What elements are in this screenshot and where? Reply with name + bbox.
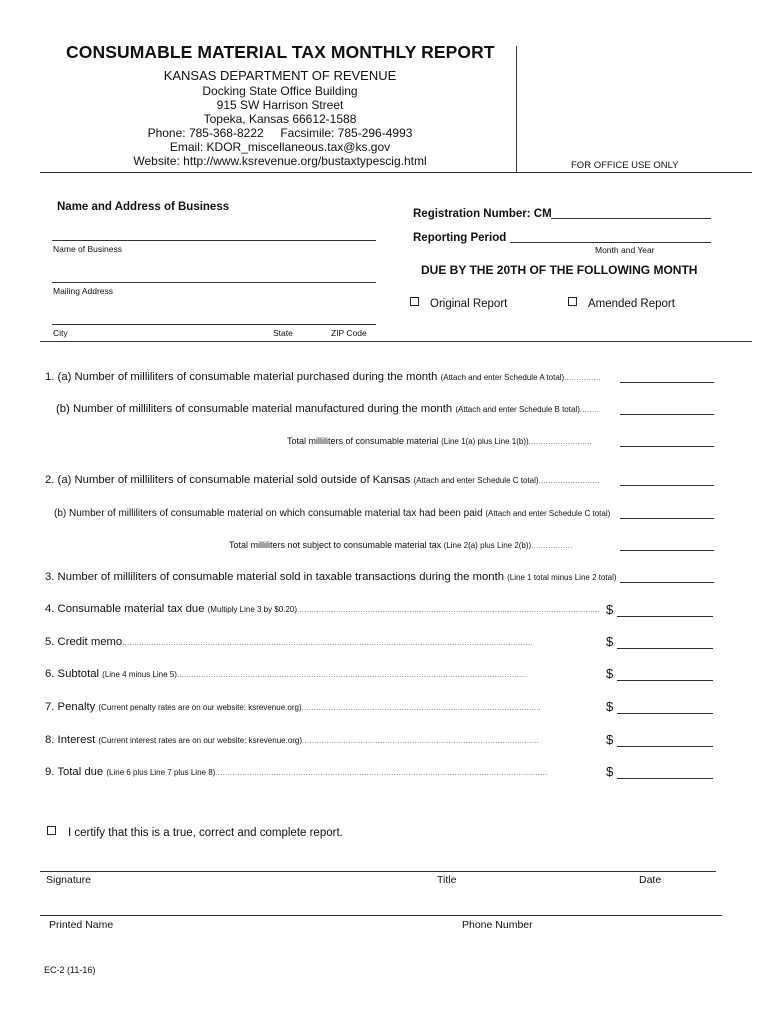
business-name-label: Name of Business <box>53 244 122 254</box>
line-4: 4. Consumable material tax due (Multiply Line 3 by $0.20)............................................................................................................................ <box>45 603 601 615</box>
line-1-total-input[interactable] <box>620 446 714 447</box>
line-1a-input[interactable] <box>620 382 714 383</box>
due-date-notice: DUE BY THE 20TH OF THE FOLLOWING MONTH <box>421 263 698 277</box>
month-year-label: Month and Year <box>595 245 655 255</box>
city-state-zip-field[interactable] <box>52 324 376 325</box>
reporting-period-field[interactable] <box>510 242 711 243</box>
department-name: KANSAS DEPARTMENT OF REVENUE <box>163 68 397 83</box>
phone-number-label: Phone Number <box>462 919 533 931</box>
signature-line[interactable] <box>40 871 716 872</box>
line-3-input[interactable] <box>620 582 714 583</box>
header-rule <box>40 172 752 173</box>
line-8-input[interactable] <box>617 746 713 747</box>
website-line: Website: http://www.ksrevenue.org/bustaxtypescig.html <box>133 154 427 168</box>
line-7: 7. Penalty (Current penalty rates are on our website: ksrevenue.org).................................................................................................. <box>45 701 542 713</box>
line-5: 5. Credit memo........................................................................................................................................................................ <box>45 636 533 648</box>
amended-report-label: Amended Report <box>588 298 675 310</box>
phone-fax: Phone: 785-368-8222 Facsimile: 785-296-4993 <box>147 126 413 140</box>
mailing-address-field[interactable] <box>52 282 376 283</box>
line-2a-input[interactable] <box>620 485 714 486</box>
line-2b-input[interactable] <box>620 518 714 519</box>
mailing-address-label: Mailing Address <box>53 286 114 296</box>
line-4-input[interactable] <box>617 616 713 617</box>
line-9-dollar: $ <box>606 764 614 779</box>
form-id: EC-2 (11-16) <box>44 965 96 975</box>
original-report-checkbox[interactable] <box>410 297 419 306</box>
line-6: 6. Subtotal (Line 4 minus Line 5)............................................................................................................................................... <box>45 668 527 680</box>
line-9-input[interactable] <box>617 778 713 779</box>
state-label: State <box>273 328 293 338</box>
line-2b: (b) Number of milliliters of consumable material on which consumable material tax had been paid (Attach and enter Schedule C total) <box>54 508 611 519</box>
line-2-total-input[interactable] <box>620 550 714 551</box>
printed-name-label: Printed Name <box>49 919 114 931</box>
office-use-divider <box>516 46 517 172</box>
line-4-dollar: $ <box>606 602 614 617</box>
line-9: 9. Total due (Line 6 plus Line 7 plus Line 8)........................................................................................................................................ <box>45 766 548 778</box>
line-1a: 1. (a) Number of milliliters of consumable material purchased during the month (Attach and enter Schedule A total)............... <box>45 371 601 383</box>
business-section-label: Name and Address of Business <box>57 201 230 213</box>
email-line: Email: KDOR_miscellaneous.tax@ks.gov <box>169 140 391 154</box>
reporting-period-label: Reporting Period <box>413 232 507 244</box>
line-8: 8. Interest (Current interest rates are on our website: ksrevenue.org)................................................................................................. <box>45 734 540 746</box>
address-building: Docking State Office Building <box>202 84 358 98</box>
line-2a: 2. (a) Number of milliliters of consumable material sold outside of Kansas (Attach and enter Schedule C total)......................... <box>45 474 600 486</box>
zip-label: ZIP Code <box>331 328 367 338</box>
line-2-total: Total milliliters not subject to consumable material tax (Line 2(a) plus Line 2(b))................. <box>229 540 573 550</box>
section-rule <box>40 341 752 342</box>
amended-report-checkbox[interactable] <box>568 297 577 306</box>
line-3: 3. Number of milliliters of consumable material sold in taxable transactions during the month (Line 1 total minus Line 2 total) <box>45 571 617 583</box>
line-8-dollar: $ <box>606 732 614 747</box>
registration-label: Registration Number: CM <box>413 208 552 220</box>
form-title: CONSUMABLE MATERIAL TAX MONTHLY REPORT <box>66 42 495 62</box>
line-6-input[interactable] <box>617 680 713 681</box>
original-report-label: Original Report <box>430 298 508 310</box>
address-street: 915 SW Harrison Street <box>216 98 344 112</box>
city-label: City <box>53 328 68 338</box>
certify-text: I certify that this is a true, correct and complete report. <box>68 827 343 839</box>
printed-name-line[interactable] <box>40 915 722 916</box>
line-5-input[interactable] <box>617 648 713 649</box>
line-7-dollar: $ <box>606 699 614 714</box>
office-use-label: FOR OFFICE USE ONLY <box>571 160 679 171</box>
signature-label: Signature <box>46 874 91 886</box>
certify-checkbox[interactable] <box>47 826 56 835</box>
line-6-dollar: $ <box>606 666 614 681</box>
line-7-input[interactable] <box>617 713 713 714</box>
business-name-field[interactable] <box>52 240 376 241</box>
title-label: Title <box>437 874 457 886</box>
address-city: Topeka, Kansas 66612-1588 <box>203 112 357 126</box>
registration-number-field[interactable] <box>551 218 711 219</box>
date-label: Date <box>639 874 662 886</box>
line-1-total: Total milliliters of consumable material (Line 1(a) plus Line 1(b)).......................... <box>287 436 593 446</box>
line-1b: (b) Number of milliliters of consumable material manufactured during the month (Attach and enter Schedule B total)........ <box>56 403 600 415</box>
line-1b-input[interactable] <box>620 414 714 415</box>
line-5-dollar: $ <box>606 634 614 649</box>
